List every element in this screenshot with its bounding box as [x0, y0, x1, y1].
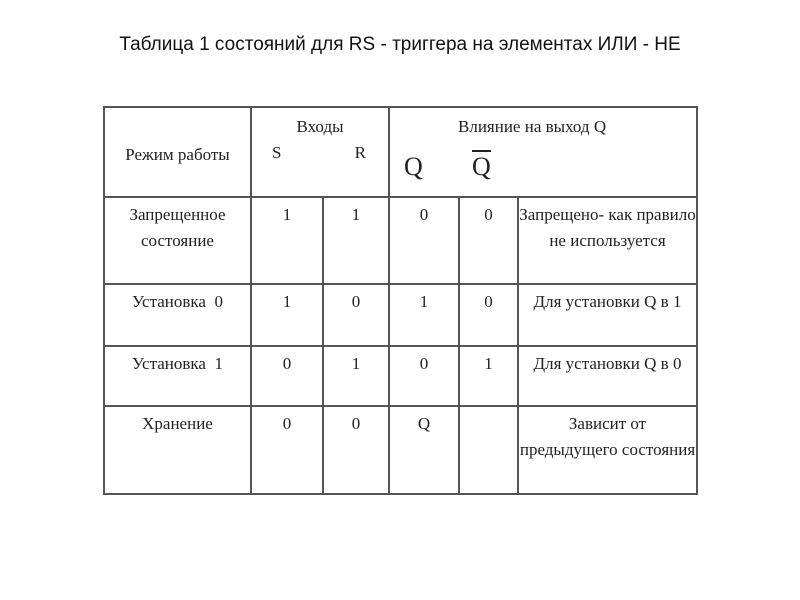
cell-s: 0 — [251, 346, 323, 406]
header-inputs — [251, 107, 389, 197]
cell-q-inverted: 0 — [459, 197, 518, 284]
rs-trigger-state-table — [103, 106, 698, 495]
header-mode — [104, 107, 251, 197]
header-outputs-label: Влияние на выход Q — [458, 117, 607, 136]
cell-q: 0 — [389, 197, 459, 284]
cell-q-inverted — [459, 406, 518, 494]
cell-description: Для установки Q в 1 — [518, 284, 697, 346]
cell-r: 0 — [323, 406, 389, 494]
cell-q-inverted: 0 — [459, 284, 518, 346]
header-outputs — [389, 107, 697, 197]
header-output-q-inverted: Q — [472, 152, 491, 181]
cell-description: Запрещено- как правило не используется — [518, 197, 697, 284]
cell-description: Для установки Q в 0 — [518, 346, 697, 406]
table-row — [104, 197, 697, 284]
table-row — [104, 406, 697, 494]
cell-r: 1 — [323, 346, 389, 406]
header-input-s: S — [272, 143, 282, 162]
cell-mode: Установка 1 — [104, 346, 251, 406]
table-header-row — [104, 107, 697, 197]
cell-mode: Запрещенное состояние — [104, 197, 251, 284]
cell-r: 0 — [323, 284, 389, 346]
table-row — [104, 284, 697, 346]
page-title: Таблица 1 состояний для RS - триггера на элементах ИЛИ - НЕ — [119, 34, 681, 55]
cell-s: 1 — [251, 284, 323, 346]
cell-mode: Хранение — [104, 406, 251, 494]
cell-q-inverted: 1 — [459, 346, 518, 406]
header-output-q: Q — [404, 152, 423, 181]
header-input-r: R — [354, 143, 366, 162]
cell-mode: Установка 0 — [104, 284, 251, 346]
cell-r: 1 — [323, 197, 389, 284]
cell-description: Зависит от предыдущего состояния — [518, 406, 697, 494]
cell-s: 0 — [251, 406, 323, 494]
cell-s: 1 — [251, 197, 323, 284]
cell-q: Q — [389, 406, 459, 494]
table-row — [104, 346, 697, 406]
cell-q: 0 — [389, 346, 459, 406]
header-mode-label: Режим работы — [125, 145, 230, 164]
header-inputs-label: Входы — [296, 117, 344, 136]
cell-q: 1 — [389, 284, 459, 346]
